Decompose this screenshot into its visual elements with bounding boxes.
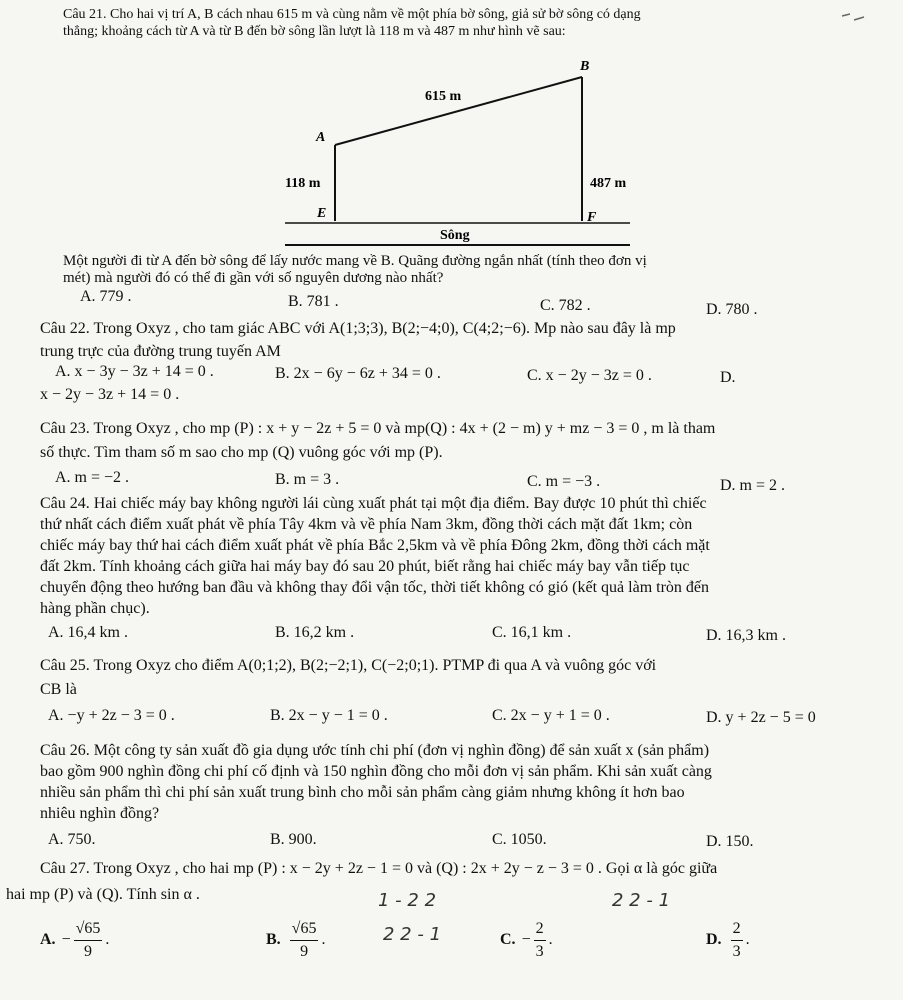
point-a-label: A: [316, 130, 326, 145]
q22-option-d: D.: [720, 369, 736, 386]
distance-ab-label: 615 m: [425, 89, 462, 104]
distance-bf-label: 487 m: [590, 176, 627, 191]
q24-option-a: A. 16,4 km .: [48, 624, 128, 641]
q27-option-d: D. $\frac{2}{3}$ .: [706, 920, 750, 960]
q22-option-d-continued: x − 2y − 3z + 14 = 0 .: [40, 386, 180, 403]
distance-ae-label: 118 m: [285, 176, 321, 191]
q22-option-b: B. 2x − 6y − 6z + 34 = 0 .: [275, 365, 441, 382]
q23-text-line-2: số thực. Tìm tham số m sao cho mp (Q) vuông góc với mp (P).: [40, 444, 443, 461]
q21-option-a: A. 779 .: [80, 288, 132, 305]
q26-text-line-3: nhiều sản phẩm thì chi phí sản xuất trung bình cho mỗi sản phẩm càng giảm nhưng không ít hơn bao: [40, 784, 685, 801]
handwritten-note-1: 1 - 2 2: [378, 890, 437, 911]
q24-option-b: B. 16,2 km .: [275, 624, 355, 641]
q21-intro-line-1: Câu 21. Cho hai vị trí A, B cách nhau 615 m và cùng nằm về một phía bờ sông, giả sử bờ sông có dạng: [63, 7, 641, 22]
point-b-label: B: [580, 59, 590, 74]
q22-text-line-2: trung trực của đường trung tuyến AM: [40, 343, 281, 360]
q24-option-d: D. 16,3 km .: [706, 627, 786, 644]
q22-option-a: A. x − 3y − 3z + 14 = 0 .: [55, 363, 214, 380]
corner-mark-icon: [840, 8, 870, 28]
q26-text-line-1: Câu 26. Một công ty sản xuất đồ gia dụng ước tính chi phí (đơn vị nghìn đồng) để sản xuất x (sản phẩm): [40, 742, 710, 759]
q24-text-line-4: đất 2km. Tính khoảng cách giữa hai máy bay đó sau 20 phút, biết rằng hai chiếc máy bay vẫn tiếp tục: [40, 558, 690, 575]
river-label: Sông: [440, 228, 470, 243]
q23-text-line-1: Câu 23. Trong Oxyz , cho mp (P) : x + y − 2z + 5 = 0 và mp(Q) : 4x + (2 − m) y + mz − 3 = 0 , m là tham: [40, 420, 716, 437]
q26-option-b: B. 900.: [270, 831, 317, 848]
q24-text-line-1: Câu 24. Hai chiếc máy bay không người lái cùng xuất phát tại một địa điểm. Bay được 10 phút thì chiếc: [40, 495, 707, 512]
q26-text-line-4: nhiêu nghìn đồng?: [40, 805, 160, 822]
q25-option-c: C. 2x − y + 1 = 0 .: [492, 707, 610, 724]
q23-option-a: A. m = −2 .: [55, 469, 130, 486]
q21-text-line-2: mét) mà người đó có thể đi gần với số nguyên dương nào nhất?: [63, 270, 444, 286]
q25-text-line-1: Câu 25. Trong Oxyz cho điểm A(0;1;2), B(2;−2;1), C(−2;0;1). PTMP đi qua A và vuông góc với: [40, 657, 657, 674]
q27-text-line-2: hai mp (P) và (Q). Tính sin α .: [6, 886, 200, 903]
handwritten-note-2: 2 2 - 1: [383, 924, 442, 945]
q25-option-a: A. −y + 2z − 3 = 0 .: [48, 707, 175, 724]
handwritten-note-3: 2 2 - 1: [612, 890, 671, 911]
q21-intro-line-2: thẳng; khoảng cách từ A và từ B đến bờ sông lần lượt là 118 m và 487 m như hình vẽ sau:: [63, 24, 566, 39]
q25-option-b: B. 2x − y − 1 = 0 .: [270, 707, 388, 724]
q26-option-a: A. 750.: [48, 831, 96, 848]
q24-text-line-6: hàng phần chục).: [40, 600, 150, 617]
q27-option-b: B. $\frac{√65}{9}$ .: [266, 920, 326, 960]
point-f-label: F: [587, 210, 597, 225]
q25-option-d: D. y + 2z − 5 = 0: [706, 709, 816, 726]
q21-figure: [280, 55, 640, 250]
q27-option-c: C. − $\frac{2}{3}$ .: [500, 920, 553, 960]
q21-option-d: D. 780 .: [706, 301, 758, 318]
q21-text-line-1: Một người đi từ A đến bờ sông để lấy nước mang về B. Quãng đường ngắn nhất (tính theo đơn vị: [63, 253, 647, 269]
q24-text-line-3: chiếc máy bay thứ hai cách điểm xuất phát về phía Bắc 2,5km và về phía Đông 2km, đồng thời cách mặt: [40, 537, 710, 554]
q23-option-b: B. m = 3 .: [275, 471, 340, 488]
q24-option-c: C. 16,1 km .: [492, 624, 572, 641]
q21-option-b: B. 781 .: [288, 293, 339, 310]
q27-option-a: A. − $\frac{√65}{9}$ .: [40, 920, 110, 960]
q24-text-line-5: chuyển động theo hướng ban đầu và không thay đổi vận tốc, thời tiết không có gió (kết quả làm tròn đến: [40, 579, 710, 596]
q23-option-c: C. m = −3 .: [527, 473, 601, 490]
q25-text-line-2: CB là: [40, 681, 77, 698]
q24-text-line-2: thứ nhất cách điểm xuất phát về phía Tây 4km và về phía Nam 3km, đồng thời cách mặt đất 1km; còn: [40, 516, 693, 533]
q26-option-c: C. 1050.: [492, 831, 547, 848]
q22-text-line-1: Câu 22. Trong Oxyz , cho tam giác ABC với A(1;3;3), B(2;−4;0), C(4;2;−6). Mp nào sau đây là mp: [40, 320, 676, 337]
q26-text-line-2: bao gồm 900 nghìn đồng chi phí cố định và 150 nghìn đồng cho mỗi đơn vị sản phẩm. Khi sản xuất càng: [40, 763, 712, 780]
q22-option-c: C. x − 2y − 3z = 0 .: [527, 367, 652, 384]
point-e-label: E: [317, 206, 327, 221]
q21-option-c: C. 782 .: [540, 297, 591, 314]
q27-text-line-1: Câu 27. Trong Oxyz , cho hai mp (P) : x − 2y + 2z − 1 = 0 và (Q) : 2x + 2y − z − 3 = 0 . Gọi α là góc giữa: [40, 860, 718, 877]
q23-option-d: D. m = 2 .: [720, 477, 786, 494]
q26-option-d: D. 150.: [706, 833, 754, 850]
